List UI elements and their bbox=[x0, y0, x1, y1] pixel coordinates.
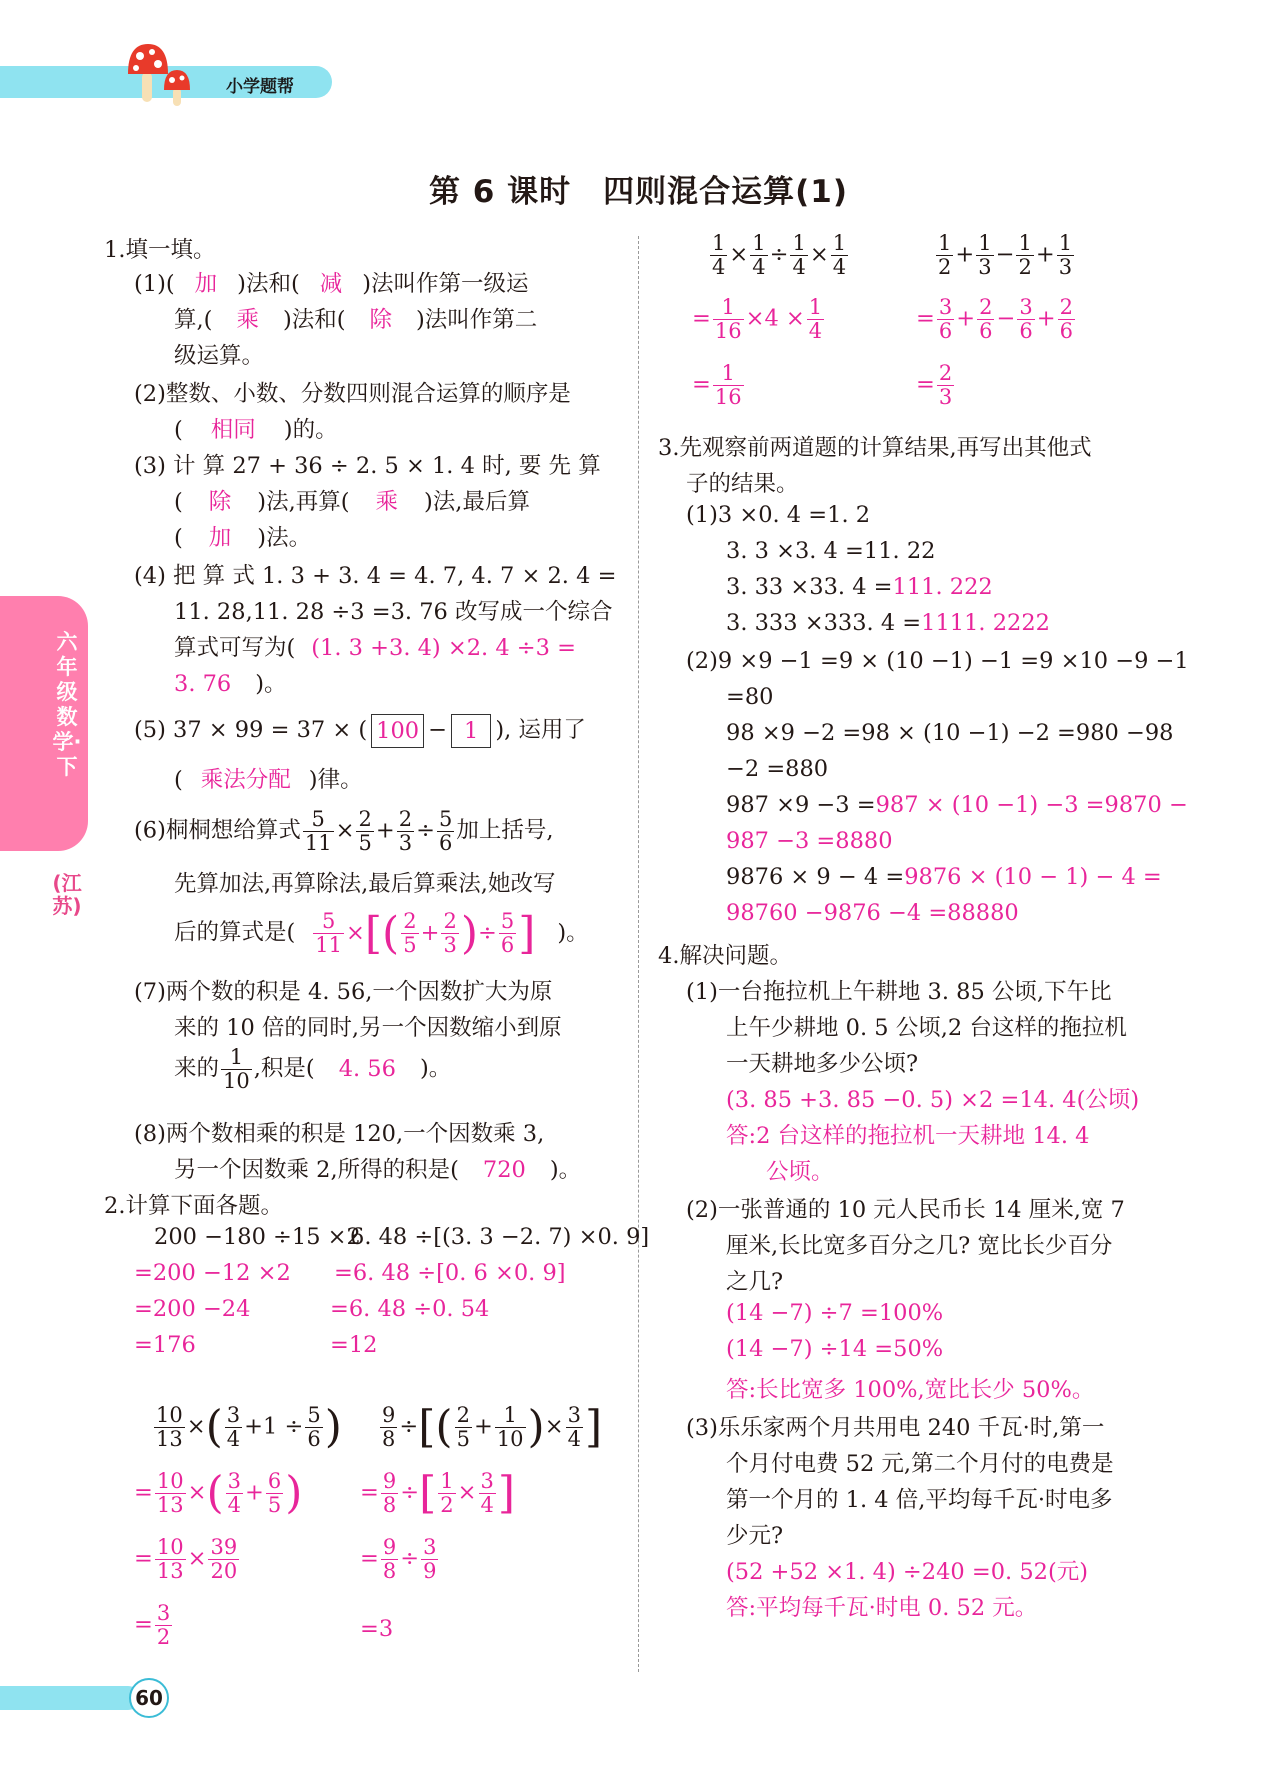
column-divider bbox=[638, 236, 639, 1672]
q4-p1-line3: 一天耕地多少公顷? bbox=[726, 1051, 919, 1077]
q1-p4-line3: 算式可写为( (1. 3 +3. 4) ×2. 4 ÷3 = bbox=[174, 635, 576, 661]
q3b-row2b: −2 =880 bbox=[726, 756, 829, 782]
q3b-row4b: 98760 −9876 −4 =88880 bbox=[726, 900, 1019, 926]
q2c-step1: = $\frac{10}{13}$ ×( $\frac{3}{4}$ + $\frac{6}{5}$ ) bbox=[134, 1467, 303, 1519]
q1-p7-line3: 来的 $\frac{1}{10}$ ,积是( 4. 56 )。 bbox=[174, 1045, 452, 1093]
q4-p3-line2: 个月付电费 52 元,第二个月付的电费是 bbox=[726, 1451, 1114, 1477]
q4-p3-line4: 少元? bbox=[726, 1523, 784, 1549]
q2e-result: = $\frac{1}{16}$ bbox=[692, 361, 742, 409]
q4-p3-line1: (3)乐乐家两个月共用电 240 千瓦·时,第一 bbox=[686, 1415, 1105, 1441]
q2e-step1: = $\frac{1}{16}$ ×4 × $\frac{1}{4}$ bbox=[692, 295, 823, 343]
q2e-problem: $\frac{1}{4}$ × $\frac{1}{4}$ ÷ $\frac{1}{4}$ × $\frac{1}{4}$ bbox=[712, 231, 847, 279]
q2f-result: = $\frac{2}{3}$ bbox=[916, 361, 953, 409]
q4-p2-line1: (2)一张普通的 10 元人民币长 14 厘米,宽 7 bbox=[686, 1197, 1125, 1223]
q3-heading-line2: 子的结果。 bbox=[686, 471, 799, 497]
q1-p2-line2: ( 相同 )的。 bbox=[174, 417, 338, 443]
q4-p1-answer3: 公顷。 bbox=[766, 1159, 834, 1185]
q1-p4-line1: (4) 把 算 式 1. 3 + 3. 4 = 4. 7, 4. 7 × 2. 4 = bbox=[134, 563, 617, 589]
q1-p6-line1: (6)桐桐想给算式 $\frac{5}{11}$ × $\frac{2}{5}$ + $\frac{2}{3}$ ÷ $\frac{5}{6}$ 加上括号, bbox=[134, 807, 554, 855]
q2a-step1: =200 −12 ×2 bbox=[134, 1260, 291, 1286]
q1-p5-line1: (5) 37 × 99 = 37 × ( 100 − 1 ), 运用了 bbox=[134, 712, 586, 748]
q1-heading: 1.填一填。 bbox=[104, 237, 216, 263]
answer-box-1: 1 bbox=[451, 714, 491, 748]
q1-p4-line2: 11. 28,11. 28 ÷3 =3. 76 改写成一个综合 bbox=[174, 599, 613, 625]
q1-p6-line3: 后的算式是( $\frac{5}{11}$ ×[( $\frac{2}{5}$ + $\frac{2}{3}$ )÷ $\frac{5}{6}$ ] )。 bbox=[174, 907, 589, 959]
q1-p1-line3: 级运算。 bbox=[174, 343, 265, 369]
mushroom-logo-icon bbox=[128, 42, 208, 110]
q4-p1-answer1: (3. 85 +3. 85 −0. 5) ×2 =14. 4(公顷) bbox=[726, 1087, 1140, 1113]
q3b-row4: 9876 × 9 − 4 =9876 × (10 − 1) − 4 = bbox=[726, 864, 1162, 890]
q1-p2-line1: (2)整数、小数、分数四则混合运算的顺序是 bbox=[134, 381, 571, 407]
q1-p6-line2: 先算加法,再算除法,最后算乘法,她改写 bbox=[174, 871, 556, 897]
page-number: 60 bbox=[129, 1678, 169, 1718]
q3a-row4: 3. 333 ×333. 4 =1111. 2222 bbox=[726, 610, 1050, 636]
q2b-step2: =6. 48 ÷0. 54 bbox=[330, 1296, 490, 1322]
side-tab-label: 六年级数学·下 bbox=[52, 630, 82, 779]
footer-bar bbox=[0, 1686, 140, 1710]
q1-p1-line2: 算,( 乘 )法和( 除 )法叫作第二 bbox=[174, 307, 538, 333]
q4-p3-answer1: (52 +52 ×1. 4) ÷240 =0. 52(元) bbox=[726, 1559, 1089, 1585]
q4-p3-line3: 第一个月的 1. 4 倍,平均每千瓦·时电多 bbox=[726, 1487, 1113, 1513]
q4-p1-line2: 上午少耕地 0. 5 公顷,2 台这样的拖拉机 bbox=[726, 1015, 1127, 1041]
q3b-row1: (2)9 ×9 −1 =9 × (10 −1) −1 =9 ×10 −9 −1 bbox=[686, 648, 1189, 674]
q2a-step3: =176 bbox=[134, 1332, 196, 1358]
q2d-step1: = $\frac{9}{8}$ ÷[ $\frac{1}{2}$ × $\frac{3}{4}$ ] bbox=[360, 1467, 516, 1519]
q1-p8-line1: (8)两个数相乘的积是 120,一个因数乘 3, bbox=[134, 1121, 545, 1147]
q2b-step3: =12 bbox=[330, 1332, 378, 1358]
q3b-row3b: 987 −3 =8880 bbox=[726, 828, 893, 854]
q1-p3-line2: ( 除 )法,再算( 乘 )法,最后算 bbox=[174, 489, 530, 515]
q2b-step1: =6. 48 ÷[0. 6 ×0. 9] bbox=[334, 1260, 566, 1286]
brand-label: 小学题帮 bbox=[226, 77, 294, 97]
q2b-problem: 6. 48 ÷[(3. 3 −2. 7) ×0. 9] bbox=[350, 1224, 650, 1250]
q3-heading-line1: 3.先观察前两道题的计算结果,再写出其他式 bbox=[658, 435, 1092, 461]
q2a-step2: =200 −24 bbox=[134, 1296, 251, 1322]
q2c-step2: = $\frac{10}{13}$ × $\frac{39}{20}$ bbox=[134, 1535, 238, 1583]
q1-p4-line4: 3. 76 )。 bbox=[174, 671, 287, 697]
q4-p2-line2: 厘米,长比宽多百分之几? 宽比长少百分 bbox=[726, 1233, 1113, 1259]
q2f-step1: = $\frac{3}{6}$ + $\frac{2}{6}$ − $\frac{3}{6}$ + $\frac{2}{6}$ bbox=[916, 295, 1073, 343]
q1-p5-line2: ( 乘法分配 )律。 bbox=[174, 767, 363, 793]
answer-box-100: 100 bbox=[371, 714, 424, 748]
q1-p3-line1: (3) 计 算 27 + 36 ÷ 2. 5 × 1. 4 时, 要 先 算 bbox=[134, 453, 601, 479]
q4-heading: 4.解决问题。 bbox=[658, 943, 792, 969]
q3a-row3: 3. 33 ×33. 4 =111. 222 bbox=[726, 574, 993, 600]
q4-p1-line1: (1)一台拖拉机上午耕地 3. 85 公顷,下午比 bbox=[686, 979, 1112, 1005]
q3b-row2: 98 ×9 −2 =98 × (10 −1) −2 =980 −98 bbox=[726, 720, 1174, 746]
q4-p1-answer2: 答:2 台这样的拖拉机一天耕地 14. 4 bbox=[726, 1123, 1090, 1149]
q1-p7-line2: 来的 10 倍的同时,另一个因数缩小到原 bbox=[174, 1015, 562, 1041]
q4-p3-answer2: 答:平均每千瓦·时电 0. 52 元。 bbox=[726, 1595, 1038, 1621]
q2f-problem: $\frac{1}{2}$ + $\frac{1}{3}$ − $\frac{1}{2}$ + $\frac{1}{3}$ bbox=[938, 231, 1073, 279]
q1-p8-line2: 另一个因数乘 2,所得的积是( 720 )。 bbox=[174, 1157, 582, 1183]
q4-p2-answer3: 答:长比宽多 100%,宽比长少 50%。 bbox=[726, 1377, 1095, 1403]
q1-p3-line3: ( 加 )法。 bbox=[174, 525, 312, 551]
q3a-row2: 3. 3 ×3. 4 =11. 22 bbox=[726, 538, 936, 564]
q2d-problem: $\frac{9}{8}$ ÷[( $\frac{2}{5}$ + $\frac{1}{10}$ )× $\frac{3}{4}$ ] bbox=[382, 1401, 603, 1453]
q2c-problem: $\frac{10}{13}$ ×( $\frac{3}{4}$ +1 ÷ $\frac{5}{6}$ ) bbox=[156, 1401, 342, 1453]
q2c-result: = $\frac{3}{2}$ bbox=[134, 1601, 171, 1649]
q4-p2-answer1: (14 −7) ÷7 =100% bbox=[726, 1300, 944, 1326]
q1-p7-line1: (7)两个数的积是 4. 56,一个因数扩大为原 bbox=[134, 979, 553, 1005]
q2a-problem: 200 −180 ÷15 ×2 bbox=[154, 1224, 361, 1250]
q2d-step2: = $\frac{9}{8}$ ÷ $\frac{3}{9}$ bbox=[360, 1535, 437, 1583]
q2d-result: =3 bbox=[360, 1616, 394, 1642]
page-title: 第 6 课时 四则混合运算(1) bbox=[428, 174, 849, 210]
q2-heading: 2.计算下面各题。 bbox=[104, 1193, 283, 1219]
side-region-label: (江苏) bbox=[52, 871, 82, 918]
q3a-row1: (1)3 ×0. 4 =1. 2 bbox=[686, 502, 871, 528]
q4-p2-line3: 之几? bbox=[726, 1269, 784, 1295]
q4-p2-answer2: (14 −7) ÷14 =50% bbox=[726, 1336, 944, 1362]
q3b-row3: 987 ×9 −3 =987 × (10 −1) −3 =9870 − bbox=[726, 792, 1188, 818]
q3b-row1b: =80 bbox=[726, 684, 774, 710]
q1-p1-line1: (1)( 加 )法和( 减 )法叫作第一级运 bbox=[134, 271, 529, 297]
